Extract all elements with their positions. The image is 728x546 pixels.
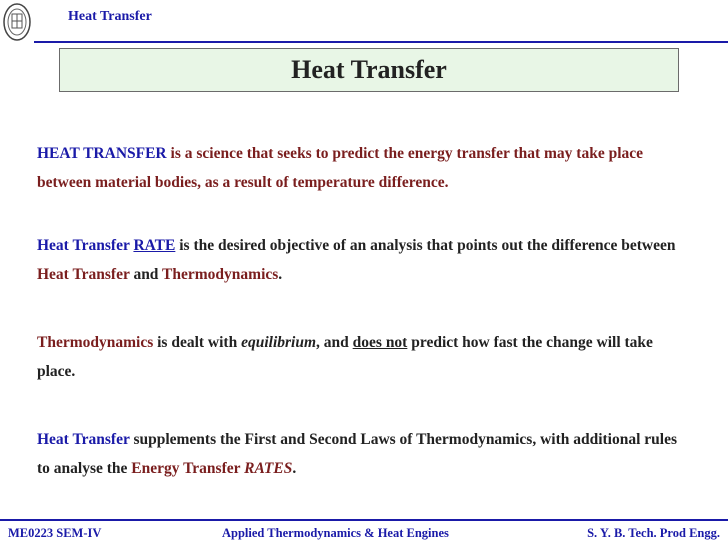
- paragraph-heat-transfer-supplements: [37, 425, 687, 483]
- slide-title: Heat Transfer: [291, 55, 447, 84]
- header-label: Heat Transfer: [68, 9, 152, 24]
- paragraph-thermodynamics: [37, 328, 687, 386]
- institute-emblem-icon: [2, 2, 32, 42]
- paragraph-text: .: [292, 460, 297, 477]
- header-divider: [34, 41, 728, 43]
- footer-course-title: Applied Thermodynamics & Heat Engines: [222, 526, 449, 540]
- paragraph-text: predict how fast the change will take place.: [37, 334, 653, 380]
- term-heat-transfer: HEAT TRANSFER: [37, 145, 167, 162]
- footer-course-code: ME0223 SEM-IV: [8, 526, 102, 540]
- paragraph-heat-transfer-rate: [37, 231, 687, 289]
- term-heat-transfer: Heat Transfer: [37, 237, 134, 254]
- footer-divider: [0, 519, 728, 521]
- paragraph-text: supplements the First and Second Laws of Thermodynamics, with additional rules to analyse the: [37, 431, 678, 477]
- term-energy-transfer: Energy Transfer: [131, 460, 245, 477]
- term-does-not: does not: [352, 334, 408, 351]
- paragraph-text: and: [129, 266, 163, 283]
- term-thermodynamics: Thermodynamics: [37, 334, 154, 351]
- paragraph-text: is the desired objective of an analysis that points out the difference between: [175, 237, 676, 254]
- title-box: [59, 48, 679, 92]
- term-equilibrium: equilibrium: [241, 334, 317, 351]
- paragraph-text: is a science that seeks to predict the energy transfer that may take place between material bodies, as a result of temperature difference.: [37, 145, 644, 191]
- paragraph-text: is dealt with: [153, 334, 242, 351]
- term-heat-transfer: Heat Transfer: [37, 431, 130, 448]
- term-rate: RATE: [133, 237, 176, 254]
- term-rates: RATES: [244, 460, 293, 477]
- term-heat-transfer: Heat Transfer: [37, 266, 130, 283]
- paragraph-text: , and: [316, 334, 353, 351]
- term-thermodynamics: Thermodynamics: [162, 266, 279, 283]
- footer-program: S. Y. B. Tech. Prod Engg.: [587, 526, 720, 540]
- paragraph-text: .: [278, 266, 283, 283]
- paragraph-heat-transfer-definition: [37, 139, 687, 197]
